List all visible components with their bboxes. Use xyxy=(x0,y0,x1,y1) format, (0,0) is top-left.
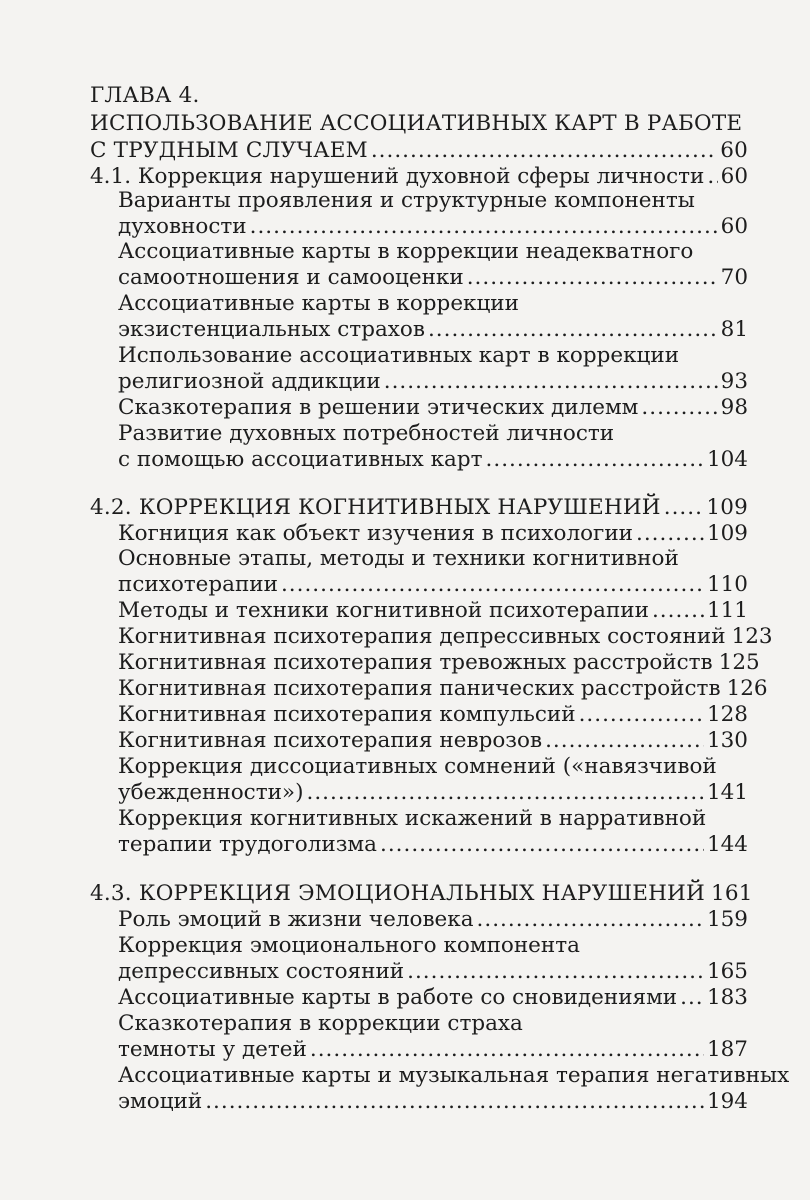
dot-leader xyxy=(371,137,717,165)
toc-item xyxy=(118,1088,748,1116)
toc-item-line2: эмоций xyxy=(118,1089,203,1114)
dot-leader xyxy=(641,394,717,422)
toc-item xyxy=(118,675,768,703)
toc-item-title: Роль эмоций в жизни человека xyxy=(118,907,474,932)
dot-leader xyxy=(707,163,717,191)
section-4-2-entry xyxy=(90,494,748,522)
toc-item-page: 93 xyxy=(720,369,748,394)
toc-item-line2: религиозной аддикции xyxy=(118,369,381,394)
toc-item-page: 98 xyxy=(720,395,748,420)
chapter-title-line2: С ТРУДНЫМ СЛУЧАЕМ xyxy=(90,138,368,163)
toc-item-line1: Варианты проявления и структурные компоненты xyxy=(118,188,695,213)
toc-item-page: 70 xyxy=(720,265,748,290)
section-title: КОРРЕКЦИЯ ЭМОЦИОНАЛЬНЫХ НАРУШЕНИЙ xyxy=(138,881,705,906)
toc-item xyxy=(118,1036,748,1064)
toc-item-page: 194 xyxy=(706,1089,748,1114)
toc-item-page: 165 xyxy=(706,959,748,984)
toc-item-line1: Ассоциативные карты в коррекции неадекватного xyxy=(118,239,694,264)
dot-leader xyxy=(486,446,704,474)
toc-item xyxy=(118,520,748,548)
toc-item-line2: терапии трудоголизма xyxy=(118,832,377,857)
toc-item-page: 60 xyxy=(720,214,748,239)
dot-leader xyxy=(636,520,704,548)
toc-item-line2: психотерапии xyxy=(118,572,278,597)
chapter-label: ГЛАВА 4. xyxy=(90,83,200,108)
toc-item-page: 183 xyxy=(706,985,748,1010)
toc-item xyxy=(118,368,748,396)
toc-item-title: Когнитивная психотерапия неврозов xyxy=(118,728,543,753)
section-title: Коррекция нарушений духовной сферы личности xyxy=(137,164,705,189)
chapter-title-entry xyxy=(90,137,748,165)
toc-item xyxy=(118,831,748,859)
toc-item-page: 81 xyxy=(720,317,748,342)
toc-item-line1: Коррекция эмоционального компонента xyxy=(118,933,580,958)
toc-item xyxy=(118,958,748,986)
toc-item-line2: темноты у детей xyxy=(118,1037,307,1062)
toc-item xyxy=(118,571,748,599)
toc-item-page: 104 xyxy=(706,447,748,472)
toc-item-title: Когнитивная психотерапия тревожных расстройств xyxy=(118,650,713,675)
dot-leader xyxy=(380,831,704,859)
toc-item-title: Методы и техники когнитивной психотерапии xyxy=(118,598,649,623)
toc-item-line1: Использование ассоциативных карт в коррекции xyxy=(118,343,680,368)
toc-item xyxy=(118,446,748,474)
toc-item xyxy=(118,394,748,422)
toc-item-page: 130 xyxy=(706,728,748,753)
toc-item xyxy=(118,316,748,344)
dot-leader xyxy=(467,264,718,292)
toc-item-line2: депрессивных состояний xyxy=(118,959,405,984)
toc-item-title: Когнитивная психотерапия панических расстройств xyxy=(118,676,721,701)
toc-item-title: Когнитивная психотерапия депрессивных состояний xyxy=(118,624,726,649)
dot-leader xyxy=(545,727,704,755)
dot-leader xyxy=(384,368,718,396)
toc-item xyxy=(118,649,760,677)
toc-item xyxy=(118,701,748,729)
toc-item-title: Когниция как объект изучения в психологии xyxy=(118,521,633,546)
section-4-3-entry xyxy=(90,880,753,908)
toc-item-line2: убежденности») xyxy=(118,780,304,805)
dot-leader xyxy=(428,316,718,344)
toc-item-page: 123 xyxy=(731,624,773,649)
toc-item xyxy=(118,264,748,292)
section-page: 161 xyxy=(710,881,753,906)
toc-item-page: 128 xyxy=(706,702,748,727)
dot-leader xyxy=(306,779,703,807)
toc-item-page: 126 xyxy=(726,676,768,701)
section-page: 109 xyxy=(706,495,748,520)
toc-item-line1: Коррекция когнитивных искажений в нарративной xyxy=(118,806,707,831)
chapter-page: 60 xyxy=(720,138,748,163)
toc-item-title: Когнитивная психотерапия компульсий xyxy=(118,702,576,727)
dot-leader xyxy=(477,906,704,934)
toc-item xyxy=(118,906,748,934)
dot-leader xyxy=(680,984,704,1012)
toc-item xyxy=(118,727,748,755)
toc-item-page: 144 xyxy=(706,832,748,857)
dot-leader xyxy=(579,701,704,729)
dot-leader xyxy=(250,213,718,241)
toc-item-title: Ассоциативные карты в работе со сновидениями xyxy=(118,985,678,1010)
toc-item-line2: с помощью ассоциативных карт xyxy=(118,447,483,472)
toc-item-line2: самоотношения и самооценки xyxy=(118,265,464,290)
toc-item xyxy=(118,984,748,1012)
toc-item-page: 141 xyxy=(706,780,748,805)
toc-item-page: 109 xyxy=(706,521,748,546)
toc-item xyxy=(118,779,748,807)
chapter-title-line1: ИСПОЛЬЗОВАНИЕ АССОЦИАТИВНЫХ КАРТ В РАБОТЕ xyxy=(90,111,743,136)
section-number: 4.3. xyxy=(90,881,132,906)
toc-item-line1: Основные этапы, методы и техники когнитивной xyxy=(118,546,679,571)
toc-item-page: 187 xyxy=(706,1037,748,1062)
toc-item xyxy=(118,213,748,241)
toc-item-line2: духовности xyxy=(118,214,247,239)
dot-leader xyxy=(664,494,704,522)
toc-item-page: 111 xyxy=(706,598,748,623)
toc-item-page: 159 xyxy=(706,907,748,932)
dot-leader xyxy=(652,597,704,625)
toc-item-line1: Развитие духовных потребностей личности xyxy=(118,421,615,446)
section-number: 4.2. xyxy=(90,495,132,520)
dot-leader xyxy=(407,958,704,986)
dot-leader xyxy=(205,1088,704,1116)
toc-item xyxy=(118,597,748,625)
toc-item-line1: Ассоциативные карты и музыкальная терапия негативных xyxy=(118,1063,790,1088)
section-page: 60 xyxy=(720,164,748,189)
toc-item xyxy=(118,623,773,651)
dot-leader xyxy=(310,1036,704,1064)
toc-item-page: 110 xyxy=(706,572,748,597)
section-number: 4.1. xyxy=(90,164,132,189)
toc-item-title: Сказкотерапия в решении этических дилемм xyxy=(118,395,639,420)
dot-leader xyxy=(281,571,704,599)
toc-item-line1: Ассоциативные карты в коррекции xyxy=(118,291,519,316)
toc-item-page: 125 xyxy=(718,650,760,675)
toc-item-line1: Коррекция диссоциативных сомнений («навязчивой xyxy=(118,754,717,779)
toc-item-line2: экзистенциальных страхов xyxy=(118,317,425,342)
section-title: КОРРЕКЦИЯ КОГНИТИВНЫХ НАРУШЕНИЙ xyxy=(138,495,661,520)
toc-item-line1: Сказкотерапия в коррекции страха xyxy=(118,1011,523,1036)
